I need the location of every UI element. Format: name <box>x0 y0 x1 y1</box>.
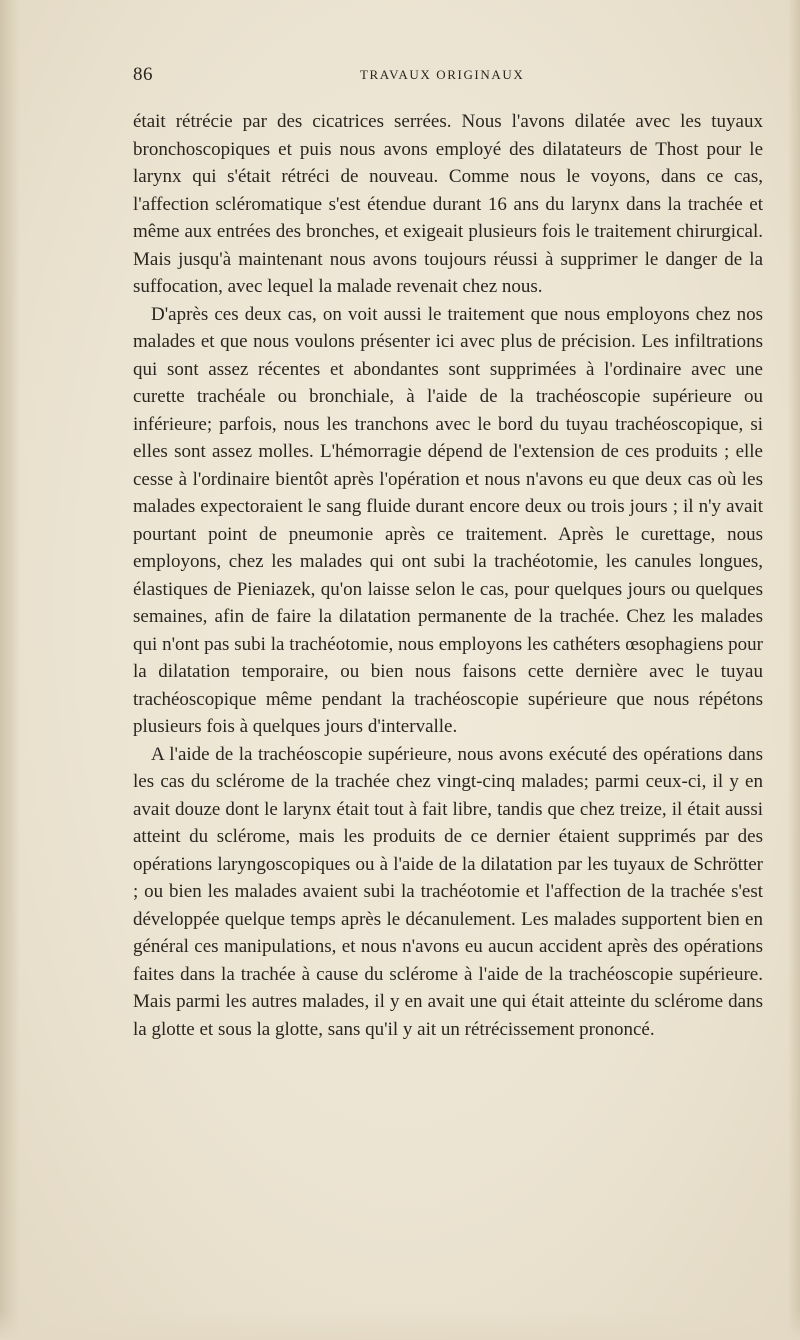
page-edge-shadow <box>788 0 800 1340</box>
page-gutter-shadow <box>0 0 20 1340</box>
paragraph-1: était rétrécie par des cicatrices serrées. Nous l'avons dilatée avec les tuyaux bronchoscopiques et puis nous avons employé des dilatateurs de Thost pour le larynx qui s'était rétréci de nouveau. Comme nous le voyons, dans ce cas, l'affection scléromatique s'est étendue durant 16 ans du larynx dans la trachée et même aux entrées des bronches, et exigeait plusieurs fois le traitement chirurgical. Mais jusqu'à maintenant nous avons toujours réussi à supprimer le danger de la suffocation, avec lequel la malade revenait chez nous. <box>133 111 763 297</box>
paragraph-2: D'après ces deux cas, on voit aussi le traitement que nous employons chez nos malades et que nous voulons présenter ici avec plus de précision. Les infiltrations qui sont assez récentes et abondantes sont supprimées à l'ordinaire avec une curette trachéale ou bronchiale, à l'aide de la trachéoscopie supérieure ou inférieure; parfois, nous les tranchons avec le bord du tuyau trachéoscopique, si elles sont assez molles. L'hémorragie dépend de l'extension de ces produits ; elle cesse à l'ordinaire bientôt après l'opération et nous n'avons eu que deux cas où les malades expectoraient le sang fluide durant encore deux ou trois jours ; il n'y avait pourtant point de pneumonie après ce traitement. Après le curettage, nous employons, chez les malades qui ont subi la trachéotomie, les canules longues, élastiques de Pieniazek, qu'on laisse selon le cas, pour quelques jours ou quelques semaines, afin de faire la dilatation permanente de la trachée. Chez les malades qui n'ont pas subi la trachéotomie, nous employons les cathéters œsophagiens pour la dilatation temporaire, ou bien nous faisons cette dernière avec le tuyau trachéoscopique même pendant la trachéoscopie supérieure que nous répétons plusieurs fois à quelques jours d'intervalle. <box>133 303 763 737</box>
running-title: TRAVAUX ORIGINAUX <box>360 67 525 82</box>
body-text <box>133 108 763 1043</box>
page-number: 86 <box>133 64 153 85</box>
page-bottom-shadow <box>0 1310 800 1340</box>
page-header <box>133 64 763 88</box>
paragraph-3: A l'aide de la trachéoscopie supérieure, nous avons exécuté des opérations dans les cas du sclérome de la trachée chez vingt-cinq malades; parmi ceux-ci, il y en avait douze dont le larynx était tout à fait libre, tandis que chez treize, il était aussi atteint du sclérome, mais les produits de ce dernier étaient supprimés par des opérations laryngoscopiques ou à l'aide de la dilatation par les tuyaux de Schrötter ; ou bien les malades avaient subi la trachéotomie et l'affection de la trachée s'est développée quelque temps après le décanulement. Les malades supportent bien en général ces manipulations, et nous n'avons eu aucun accident après des opérations faites dans la trachée à cause du sclérome à l'aide de la trachéoscopie supérieure. Mais parmi les autres malades, il y en avait une qui était atteinte du sclérome dans la glotte et sous la glotte, sans qu'il y ait un rétrécissement prononcé. <box>133 743 763 1040</box>
